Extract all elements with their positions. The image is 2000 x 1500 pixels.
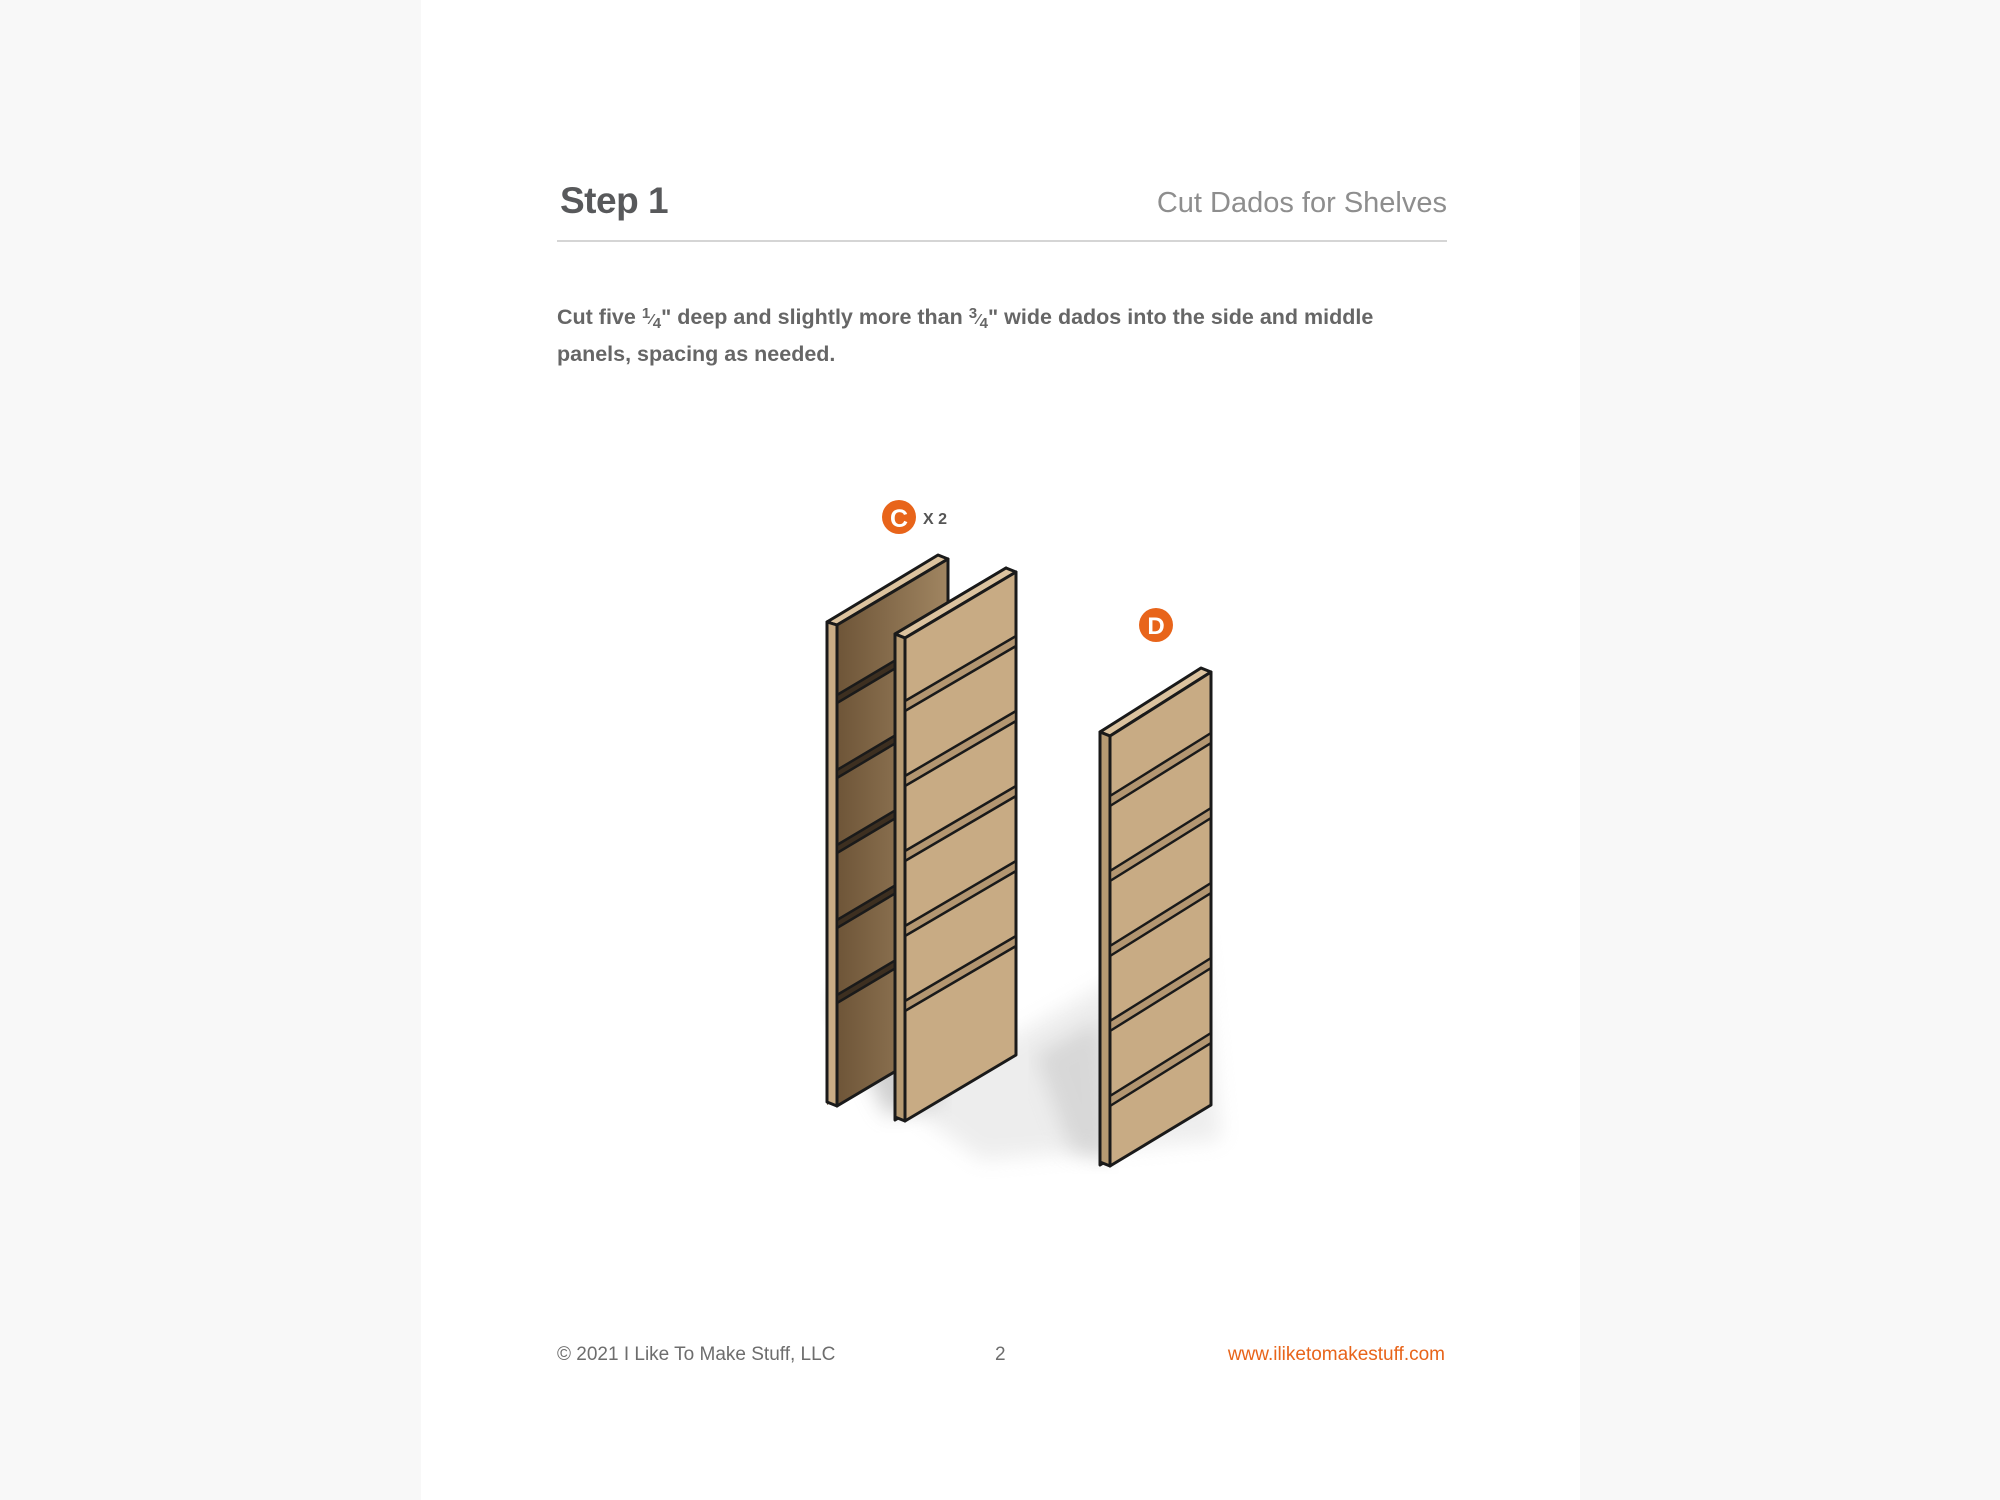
footer-copyright: © 2021 I Like To Make Stuff, LLC <box>557 1344 836 1365</box>
step-title: Step 1 <box>560 180 669 221</box>
panel-c-front <box>895 568 1016 1121</box>
fraction-three-quarter: $^3⁄_4$ <box>968 304 989 332</box>
part-d-letter: D <box>1147 613 1165 640</box>
step-subtitle: Cut Dados for Shelves <box>1156 187 1447 219</box>
part-c-letter: C <box>889 505 909 533</box>
part-c-quantity: X 2 <box>923 511 948 528</box>
panels-illustration <box>421 0 1580 1300</box>
footer-website-link[interactable]: www.iliketomakestuff.com <box>1227 1344 1445 1365</box>
part-label-d <box>1139 608 1173 642</box>
fraction-quarter: $^1⁄_4$ <box>641 304 662 332</box>
instructions-text: Cut five $^1⁄_4$" deep and slightly more than $^3⁄_4$" wide dados into the side and middle panels, spacing as needed. <box>557 304 1374 366</box>
footer-page-number: 2 <box>995 1344 1006 1365</box>
panel-d <box>1100 668 1211 1166</box>
part-label-c <box>882 500 947 534</box>
document-page <box>421 0 1580 1500</box>
